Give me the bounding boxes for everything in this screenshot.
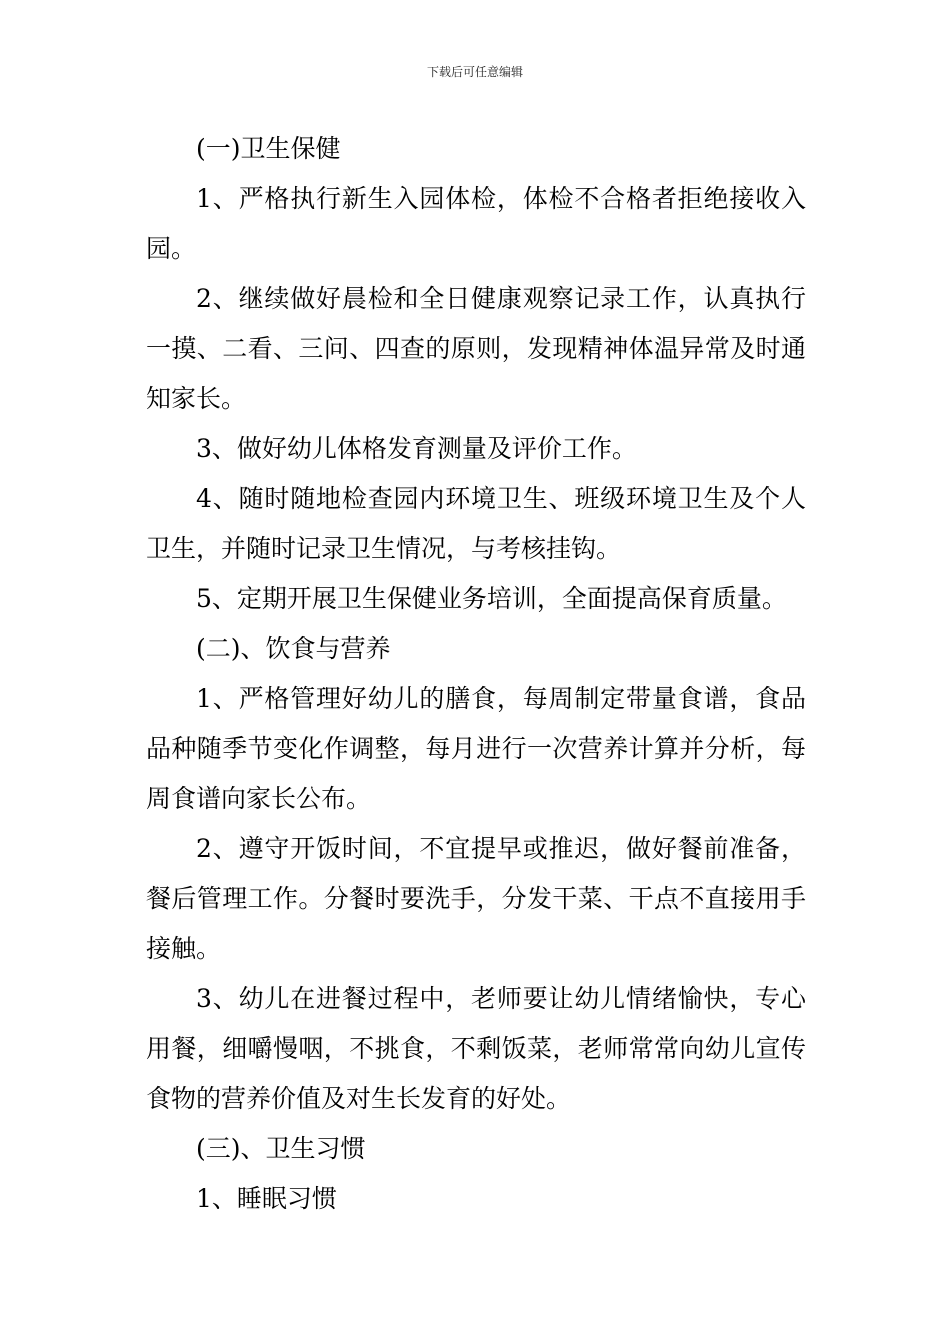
paragraph: 2、继续做好晨检和全日健康观察记录工作，认真执行一摸、二看、三问、四查的原则，发现精神体温异常及时通知家长。 (146, 284, 806, 413)
paragraph: 3、做好幼儿体格发育测量及评价工作。 (196, 434, 637, 463)
paragraph: 5、定期开展卫生保健业务培训，全面提高保育质量。 (196, 584, 787, 613)
paragraph: 1、严格管理好幼儿的膳食，每周制定带量食谱，食品品种随季节变化作调整，每月进行一次营养计算并分析，每周食谱向家长公布。 (146, 684, 806, 813)
document-body (146, 124, 806, 1224)
paragraph: 1、严格执行新生入园体检，体检不合格者拒绝接收入园。 (146, 184, 806, 263)
paragraph: 2、遵守开饭时间，不宜提早或推迟，做好餐前准备，餐后管理工作。分餐时要洗手，分发干菜、干点不直接用手接触。 (146, 834, 806, 963)
paragraph: 1、睡眠习惯 (196, 1184, 337, 1213)
section-heading-habits: (三)、卫生习惯 (196, 1134, 366, 1163)
section-heading-hygiene: (一)卫生保健 (196, 134, 341, 163)
section-heading-diet: (二)、饮食与营养 (196, 634, 391, 663)
paragraph: 3、幼儿在进餐过程中，老师要让幼儿情绪愉快，专心用餐，细嚼慢咽，不挑食，不剩饭菜，老师常常向幼儿宣传食物的营养价值及对生长发育的好处。 (146, 984, 806, 1113)
paragraph: 4、随时随地检查园内环境卫生、班级环境卫生及个人卫生，并随时记录卫生情况，与考核挂钩。 (146, 484, 806, 563)
page-header-note: 下载后可任意编辑 (426, 65, 523, 79)
